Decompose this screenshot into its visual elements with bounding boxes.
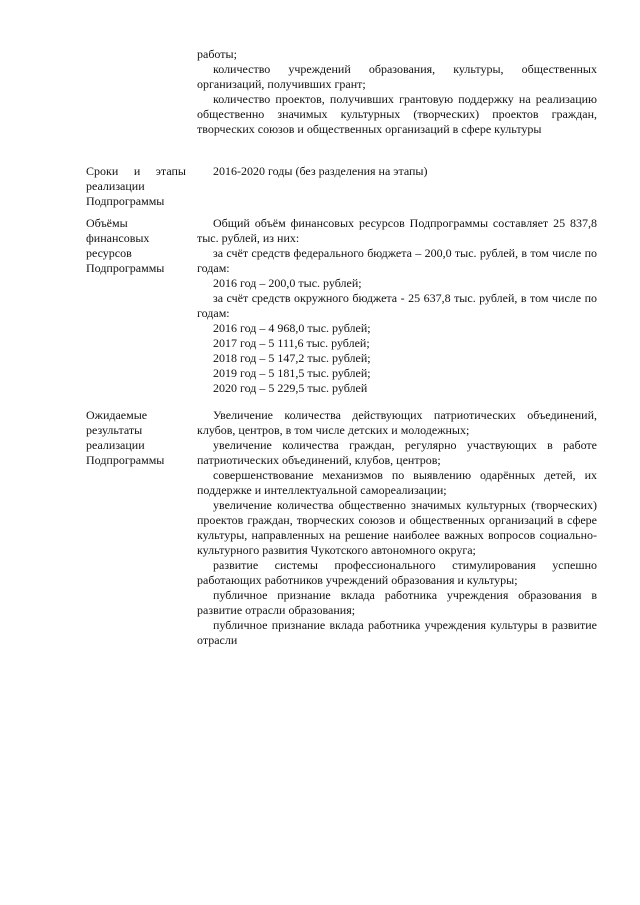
finance-label-line: ресурсов bbox=[86, 246, 132, 260]
list-item: увеличение количества граждан, регулярно участвующих в работе патриотических объединений, клубов, центров; bbox=[197, 438, 597, 467]
year-line: 2018 год – 5 147,2 тыс. рублей; bbox=[213, 351, 371, 365]
year-line: 2020 год – 5 229,5 тыс. рублей bbox=[213, 381, 368, 395]
terms-content bbox=[197, 164, 597, 179]
list-item: публичное признание вклада работника учреждения образования в развитие отрасли образования; bbox=[197, 588, 597, 617]
results-label-line: Ожидаемые bbox=[86, 408, 148, 422]
finance-intro: Общий объём финансовых ресурсов Подпрограммы составляет 25 837,8 тыс. рублей, из них: bbox=[197, 216, 597, 245]
terms-label-line: реализации bbox=[86, 179, 145, 193]
results-label bbox=[86, 408, 186, 468]
finance-district: за счёт средств окружного бюджета - 25 637,8 тыс. рублей, в том числе по годам: bbox=[197, 291, 597, 320]
list-item: развитие системы профессионального стимулирования успешно работающих работников учреждений образования и культуры; bbox=[197, 558, 597, 587]
finance-label-line: финансовых bbox=[86, 231, 150, 245]
label-word: Сроки bbox=[86, 164, 119, 178]
finance-content bbox=[197, 216, 597, 396]
label-word: этапы bbox=[155, 164, 186, 178]
finance-label bbox=[86, 216, 186, 276]
list-item: Увеличение количества действующих патриотических объединений, клубов, центров, в том числе детских и молодежных; bbox=[197, 408, 597, 437]
list-item: публичное признание вклада работника учреждения культуры в развитие отрасли bbox=[197, 618, 597, 647]
results-label-line: результаты bbox=[86, 423, 143, 437]
terms-label-line: Подпрограммы bbox=[86, 194, 165, 208]
finance-label-line: Объёмы bbox=[86, 216, 128, 230]
terms-text: 2016-2020 годы (без разделения на этапы) bbox=[213, 164, 428, 178]
terms-label bbox=[86, 164, 186, 209]
results-content bbox=[197, 408, 597, 648]
terms-label-line bbox=[86, 164, 186, 179]
list-item: увеличение количества общественно значимых культурных (творческих) проектов граждан, творческих союзов и общественных организаций в сфере культуры, направленных на решение наиболее важных вопросов социально-культурного развития Чукотского автономного округа; bbox=[197, 498, 597, 557]
label-word: и bbox=[133, 164, 141, 178]
list-item: количество учреждений образования, культуры, общественных организаций, получивших грант; bbox=[197, 62, 597, 91]
finance-label-line: Подпрограммы bbox=[86, 261, 165, 275]
list-item: количество проектов, получивших грантовую поддержку на реализацию общественно значимых культурных (творческих) проектов граждан, творческих союзов и общественных организаций в сфере культуры bbox=[197, 92, 597, 136]
finance-federal: за счёт средств федерального бюджета – 200,0 тыс. рублей, в том числе по годам: bbox=[197, 246, 597, 275]
results-label-line: реализации bbox=[86, 438, 145, 452]
year-line: 2017 год – 5 111,6 тыс. рублей; bbox=[213, 336, 370, 350]
list-item: совершенствование механизмов по выявлению одарённых детей, их поддержке и интеллектуальной самореализации; bbox=[197, 468, 597, 497]
continued-text: работы; bbox=[197, 47, 237, 61]
year-line: 2016 год – 4 968,0 тыс. рублей; bbox=[213, 321, 371, 335]
top-block-content bbox=[197, 47, 597, 137]
year-line: 2016 год – 200,0 тыс. рублей; bbox=[213, 276, 362, 290]
year-line: 2019 год – 5 181,5 тыс. рублей; bbox=[213, 366, 371, 380]
results-label-line: Подпрограммы bbox=[86, 453, 165, 467]
